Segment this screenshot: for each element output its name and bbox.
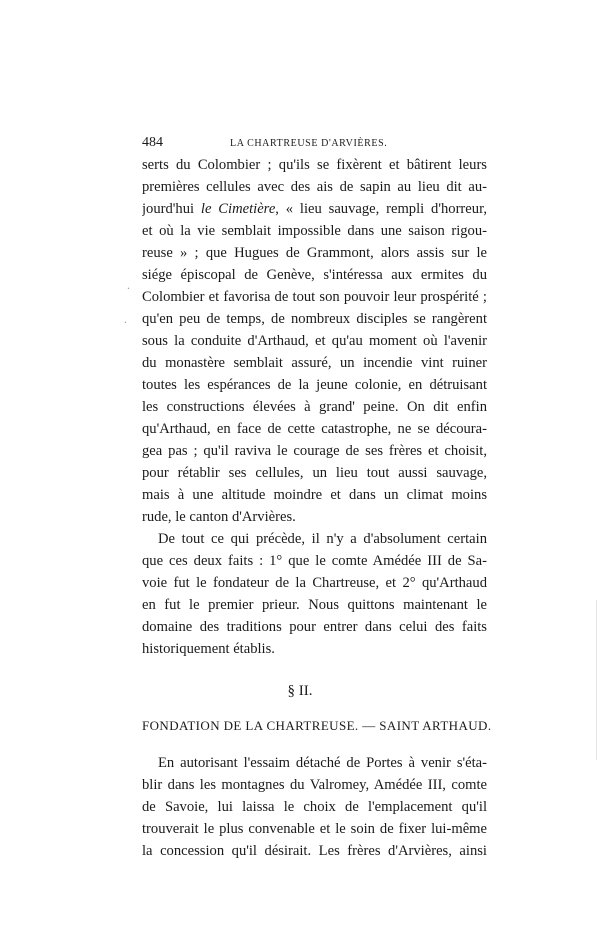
text-line: voie fut le fondateur de la Chartreuse, et 2° qu'Arthaud [142,575,487,591]
section-heading: § II. [287,683,313,699]
text-line: domaine des traditions pour entrer dans celui des faits [142,619,487,635]
text-line: la concession qu'il désirait. Les frères d'Arvières, ainsi [142,843,487,859]
text-line: trouverait le plus convenable et le soin de fixer lui-même [142,821,487,837]
running-title: LA CHARTREUSE D'ARVIÈRES. [230,138,388,149]
text-line: premières cellules avec des ais de sapin au lieu dit au- [142,179,487,195]
text-line: du monastère semblait assuré, un incendie vint ruiner [142,355,487,371]
text-line: siége épiscopal de Genève, s'intéressa aux ermites du [142,267,487,283]
text-line: pour rétablir ses cellules, un lieu tout aussi sauvage, [142,465,487,481]
text-line: qu'en peu de temps, de nombreux disciples se rangèrent [142,311,487,327]
text-line: mais à une altitude moindre et dans un climat moins [142,487,487,503]
page-header [142,134,487,152]
text-line: en fut le premier prieur. Nous quittons maintenant le [142,597,487,613]
text-line: Colombier et favorisa de tout son pouvoir leur prospérité ; [142,289,487,305]
text-line: sous la conduite d'Arthaud, et qu'au moment où l'avenir [142,333,487,349]
text-line [142,198,487,220]
text-line: reuse » ; que Hugues de Grammont, alors assis sur le [142,245,487,261]
text-line: les constructions élevées à grand' peine. On dit enfin [142,399,487,415]
text-line: rude, le canton d'Arvières. [142,509,296,525]
page-edge-shadow [596,600,597,760]
section-subtitle: FONDATION DE LA CHARTREUSE. — SAINT ARTHAUD. [142,718,492,733]
text-line: toutes les espérances de la jeune colonie, en détruisant [142,377,487,393]
text-line: blir dans les montagnes du Valromey, Amédée III, comte [142,777,487,793]
text-line: que ces deux faits : 1° que le comte Amédée III de Sa- [142,553,487,569]
page-number: 484 [142,135,163,150]
italic-place-name: le Cimetière [200,201,276,217]
text-segment: jourd'hui [142,201,201,217]
margin-dot: . [127,278,130,292]
text-line: serts du Colombier ; qu'ils se fixèrent et bâtirent leurs [142,157,487,173]
text-line: gea pas ; qu'il raviva le courage de ses frères et choisit, [142,443,487,459]
text-line: de Savoie, lui laissa le choix de l'emplacement qu'il [142,799,487,815]
text-segment: , « lieu sauvage, rempli d'horreur, [275,201,487,217]
margin-dot: . [124,312,127,326]
text-line: qu'Arthaud, en face de cette catastrophe, ne se découra- [142,421,487,437]
text-line: De tout ce qui précède, il n'y a d'absolument certain [158,531,487,547]
text-line: En autorisant l'essaim détaché de Portes à venir s'éta- [158,755,487,771]
text-line: et où la vie semblait impossible dans une saison rigou- [142,223,487,239]
text-line: historiquement établis. [142,641,275,657]
